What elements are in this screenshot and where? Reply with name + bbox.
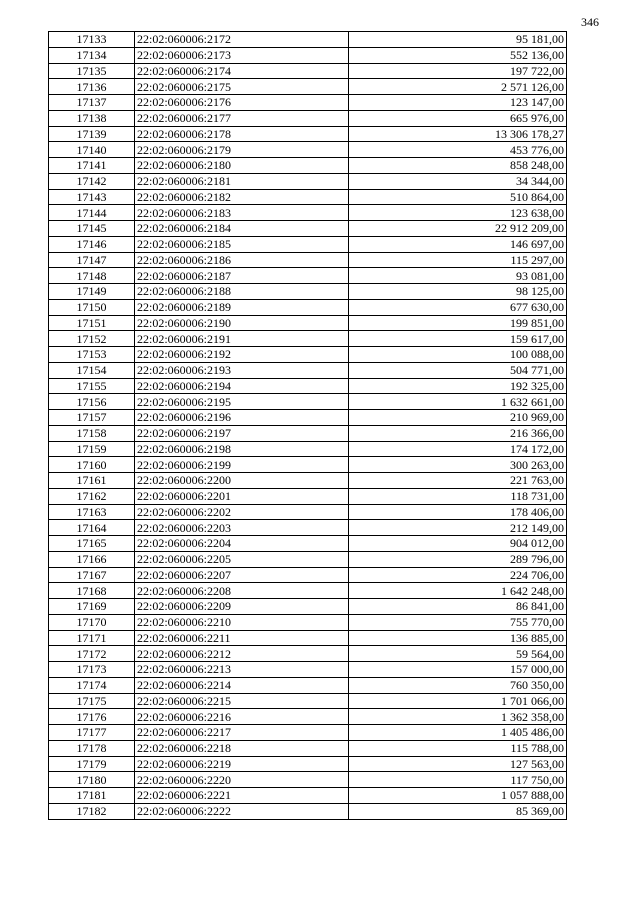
cadastral-value-cell: 1 642 248,00 xyxy=(349,583,567,599)
cadastral-number-cell: 22:02:060006:2216 xyxy=(135,709,349,725)
cadastral-value-cell: 1 405 486,00 xyxy=(349,725,567,741)
cadastral-number-cell: 22:02:060006:2180 xyxy=(135,158,349,174)
cadastral-number-cell: 22:02:060006:2208 xyxy=(135,583,349,599)
table-row xyxy=(49,504,567,520)
cadastral-number-cell: 22:02:060006:2221 xyxy=(135,788,349,804)
table-row xyxy=(49,126,567,142)
cadastral-value-cell: 453 776,00 xyxy=(349,142,567,158)
cadastral-value-cell: 178 406,00 xyxy=(349,504,567,520)
cadastral-value-cell: 59 564,00 xyxy=(349,646,567,662)
cadastral-number-cell: 22:02:060006:2174 xyxy=(135,63,349,79)
table-row xyxy=(49,299,567,315)
cadastral-value-cell: 755 770,00 xyxy=(349,614,567,630)
row-number-cell: 17177 xyxy=(49,725,135,741)
cadastral-number-cell: 22:02:060006:2186 xyxy=(135,252,349,268)
table-row xyxy=(49,252,567,268)
cadastral-number-cell: 22:02:060006:2215 xyxy=(135,693,349,709)
cadastral-number-cell: 22:02:060006:2178 xyxy=(135,126,349,142)
table-row xyxy=(49,473,567,489)
table-row xyxy=(49,567,567,583)
table-row xyxy=(49,488,567,504)
table-row xyxy=(49,63,567,79)
table-row xyxy=(49,772,567,788)
table-row xyxy=(49,599,567,615)
cadastral-number-cell: 22:02:060006:2187 xyxy=(135,268,349,284)
table-row xyxy=(49,268,567,284)
table-row xyxy=(49,551,567,567)
cadastral-value-cell: 1 701 066,00 xyxy=(349,693,567,709)
cadastral-value-cell: 1 057 888,00 xyxy=(349,788,567,804)
table-row xyxy=(49,709,567,725)
cadastral-value-cell: 665 976,00 xyxy=(349,110,567,126)
cadastral-number-cell: 22:02:060006:2210 xyxy=(135,614,349,630)
cadastral-value-cell: 127 563,00 xyxy=(349,756,567,772)
cadastral-number-cell: 22:02:060006:2198 xyxy=(135,441,349,457)
cadastral-value-cell: 1 362 358,00 xyxy=(349,709,567,725)
table-row xyxy=(49,677,567,693)
table-row xyxy=(49,725,567,741)
cadastral-value-cell: 504 771,00 xyxy=(349,362,567,378)
cadastral-number-cell: 22:02:060006:2177 xyxy=(135,110,349,126)
row-number-cell: 17140 xyxy=(49,142,135,158)
table-row xyxy=(49,47,567,63)
row-number-cell: 17175 xyxy=(49,693,135,709)
cadastral-number-cell: 22:02:060006:2212 xyxy=(135,646,349,662)
table-row xyxy=(49,630,567,646)
row-number-cell: 17141 xyxy=(49,158,135,174)
table-row xyxy=(49,803,567,819)
cadastral-value-cell: 210 969,00 xyxy=(349,410,567,426)
table-row xyxy=(49,79,567,95)
cadastral-value-cell: 98 125,00 xyxy=(349,284,567,300)
table-row xyxy=(49,158,567,174)
cadastral-number-cell: 22:02:060006:2214 xyxy=(135,677,349,693)
cadastral-value-cell: 552 136,00 xyxy=(349,47,567,63)
row-number-cell: 17148 xyxy=(49,268,135,284)
cadastral-value-cell: 197 722,00 xyxy=(349,63,567,79)
row-number-cell: 17180 xyxy=(49,772,135,788)
row-number-cell: 17168 xyxy=(49,583,135,599)
row-number-cell: 17172 xyxy=(49,646,135,662)
row-number-cell: 17155 xyxy=(49,378,135,394)
table-row xyxy=(49,583,567,599)
table-row xyxy=(49,142,567,158)
cadastral-value-cell: 115 297,00 xyxy=(349,252,567,268)
cadastral-number-cell: 22:02:060006:2182 xyxy=(135,189,349,205)
row-number-cell: 17133 xyxy=(49,32,135,48)
table-row xyxy=(49,693,567,709)
cadastral-value-cell: 760 350,00 xyxy=(349,677,567,693)
row-number-cell: 17147 xyxy=(49,252,135,268)
cadastral-value-cell: 192 325,00 xyxy=(349,378,567,394)
table-row xyxy=(49,284,567,300)
cadastral-value-cell: 1 632 661,00 xyxy=(349,394,567,410)
cadastral-value-cell: 123 147,00 xyxy=(349,95,567,111)
cadastral-value-cell: 100 088,00 xyxy=(349,347,567,363)
cadastral-number-cell: 22:02:060006:2194 xyxy=(135,378,349,394)
cadastral-value-cell: 123 638,00 xyxy=(349,205,567,221)
cadastral-value-cell: 224 706,00 xyxy=(349,567,567,583)
cadastral-value-cell: 212 149,00 xyxy=(349,520,567,536)
cadastral-value-cell: 677 630,00 xyxy=(349,299,567,315)
cadastral-value-cell: 86 841,00 xyxy=(349,599,567,615)
table-row xyxy=(49,662,567,678)
row-number-cell: 17173 xyxy=(49,662,135,678)
table-row xyxy=(49,331,567,347)
cadastral-number-cell: 22:02:060006:2188 xyxy=(135,284,349,300)
table-row xyxy=(49,520,567,536)
cadastral-value-cell: 216 366,00 xyxy=(349,425,567,441)
table-row xyxy=(49,205,567,221)
cadastral-number-cell: 22:02:060006:2199 xyxy=(135,457,349,473)
table-row xyxy=(49,614,567,630)
row-number-cell: 17179 xyxy=(49,756,135,772)
row-number-cell: 17142 xyxy=(49,173,135,189)
table-row xyxy=(49,740,567,756)
row-number-cell: 17152 xyxy=(49,331,135,347)
table-body xyxy=(49,32,567,820)
row-number-cell: 17178 xyxy=(49,740,135,756)
row-number-cell: 17171 xyxy=(49,630,135,646)
row-number-cell: 17166 xyxy=(49,551,135,567)
table-row xyxy=(49,756,567,772)
cadastral-number-cell: 22:02:060006:2204 xyxy=(135,536,349,552)
cadastral-value-cell: 199 851,00 xyxy=(349,315,567,331)
page-number: 346 xyxy=(581,15,599,29)
row-number-cell: 17137 xyxy=(49,95,135,111)
cadastral-value-cell: 510 864,00 xyxy=(349,189,567,205)
table-row xyxy=(49,788,567,804)
row-number-cell: 17156 xyxy=(49,394,135,410)
row-number-cell: 17144 xyxy=(49,205,135,221)
cadastral-number-cell: 22:02:060006:2200 xyxy=(135,473,349,489)
cadastral-value-cell: 93 081,00 xyxy=(349,268,567,284)
cadastral-number-cell: 22:02:060006:2179 xyxy=(135,142,349,158)
row-number-cell: 17158 xyxy=(49,425,135,441)
row-number-cell: 17149 xyxy=(49,284,135,300)
cadastral-value-cell: 858 248,00 xyxy=(349,158,567,174)
cadastral-number-cell: 22:02:060006:2172 xyxy=(135,32,349,48)
row-number-cell: 17164 xyxy=(49,520,135,536)
cadastral-value-cell: 300 263,00 xyxy=(349,457,567,473)
cadastral-number-cell: 22:02:060006:2202 xyxy=(135,504,349,520)
cadastral-number-cell: 22:02:060006:2201 xyxy=(135,488,349,504)
cadastral-value-cell: 904 012,00 xyxy=(349,536,567,552)
row-number-cell: 17157 xyxy=(49,410,135,426)
cadastral-number-cell: 22:02:060006:2183 xyxy=(135,205,349,221)
cadastral-number-cell: 22:02:060006:2207 xyxy=(135,567,349,583)
row-number-cell: 17153 xyxy=(49,347,135,363)
cadastral-number-cell: 22:02:060006:2193 xyxy=(135,362,349,378)
cadastral-value-cell: 146 697,00 xyxy=(349,236,567,252)
row-number-cell: 17135 xyxy=(49,63,135,79)
cadastral-number-cell: 22:02:060006:2189 xyxy=(135,299,349,315)
cadastral-value-cell: 159 617,00 xyxy=(349,331,567,347)
cadastral-value-cell: 115 788,00 xyxy=(349,740,567,756)
cadastral-number-cell: 22:02:060006:2222 xyxy=(135,803,349,819)
cadastral-number-cell: 22:02:060006:2219 xyxy=(135,756,349,772)
row-number-cell: 17174 xyxy=(49,677,135,693)
cadastral-number-cell: 22:02:060006:2176 xyxy=(135,95,349,111)
row-number-cell: 17154 xyxy=(49,362,135,378)
row-number-cell: 17150 xyxy=(49,299,135,315)
cadastral-number-cell: 22:02:060006:2190 xyxy=(135,315,349,331)
table-row xyxy=(49,95,567,111)
row-number-cell: 17169 xyxy=(49,599,135,615)
table-row xyxy=(49,457,567,473)
cadastral-number-cell: 22:02:060006:2203 xyxy=(135,520,349,536)
cadastral-value-cell: 174 172,00 xyxy=(349,441,567,457)
cadastral-number-cell: 22:02:060006:2185 xyxy=(135,236,349,252)
cadastral-value-cell: 289 796,00 xyxy=(349,551,567,567)
cadastral-number-cell: 22:02:060006:2184 xyxy=(135,221,349,237)
cadastral-value-cell: 118 731,00 xyxy=(349,488,567,504)
cadastral-number-cell: 22:02:060006:2205 xyxy=(135,551,349,567)
cadastral-value-cell: 157 000,00 xyxy=(349,662,567,678)
row-number-cell: 17161 xyxy=(49,473,135,489)
table-row xyxy=(49,236,567,252)
cadastral-number-cell: 22:02:060006:2213 xyxy=(135,662,349,678)
row-number-cell: 17170 xyxy=(49,614,135,630)
row-number-cell: 17182 xyxy=(49,803,135,819)
cadastral-number-cell: 22:02:060006:2195 xyxy=(135,394,349,410)
row-number-cell: 17162 xyxy=(49,488,135,504)
table-row xyxy=(49,394,567,410)
table-row xyxy=(49,425,567,441)
cadastral-value-table xyxy=(48,31,567,820)
row-number-cell: 17136 xyxy=(49,79,135,95)
table-row xyxy=(49,441,567,457)
cadastral-value-cell: 95 181,00 xyxy=(349,32,567,48)
cadastral-number-cell: 22:02:060006:2175 xyxy=(135,79,349,95)
cadastral-value-cell: 2 571 126,00 xyxy=(349,79,567,95)
table-row xyxy=(49,362,567,378)
row-number-cell: 17145 xyxy=(49,221,135,237)
table-row xyxy=(49,32,567,48)
cadastral-number-cell: 22:02:060006:2217 xyxy=(135,725,349,741)
cadastral-number-cell: 22:02:060006:2181 xyxy=(135,173,349,189)
cadastral-number-cell: 22:02:060006:2220 xyxy=(135,772,349,788)
cadastral-value-cell: 34 344,00 xyxy=(349,173,567,189)
row-number-cell: 17146 xyxy=(49,236,135,252)
cadastral-number-cell: 22:02:060006:2173 xyxy=(135,47,349,63)
row-number-cell: 17160 xyxy=(49,457,135,473)
cadastral-value-cell: 117 750,00 xyxy=(349,772,567,788)
cadastral-number-cell: 22:02:060006:2209 xyxy=(135,599,349,615)
cadastral-value-cell: 221 763,00 xyxy=(349,473,567,489)
table-row xyxy=(49,173,567,189)
cadastral-number-cell: 22:02:060006:2197 xyxy=(135,425,349,441)
row-number-cell: 17151 xyxy=(49,315,135,331)
cadastral-value-cell: 136 885,00 xyxy=(349,630,567,646)
table-row xyxy=(49,646,567,662)
row-number-cell: 17181 xyxy=(49,788,135,804)
row-number-cell: 17159 xyxy=(49,441,135,457)
table-row xyxy=(49,221,567,237)
row-number-cell: 17165 xyxy=(49,536,135,552)
cadastral-value-cell: 22 912 209,00 xyxy=(349,221,567,237)
row-number-cell: 17139 xyxy=(49,126,135,142)
row-number-cell: 17167 xyxy=(49,567,135,583)
cadastral-value-cell: 85 369,00 xyxy=(349,803,567,819)
table-row xyxy=(49,189,567,205)
table-row xyxy=(49,536,567,552)
cadastral-number-cell: 22:02:060006:2196 xyxy=(135,410,349,426)
table-row xyxy=(49,410,567,426)
cadastral-number-cell: 22:02:060006:2211 xyxy=(135,630,349,646)
table-row xyxy=(49,378,567,394)
row-number-cell: 17163 xyxy=(49,504,135,520)
table-row xyxy=(49,110,567,126)
cadastral-number-cell: 22:02:060006:2191 xyxy=(135,331,349,347)
row-number-cell: 17134 xyxy=(49,47,135,63)
table-row xyxy=(49,347,567,363)
cadastral-number-cell: 22:02:060006:2218 xyxy=(135,740,349,756)
cadastral-value-cell: 13 306 178,27 xyxy=(349,126,567,142)
table-row xyxy=(49,315,567,331)
row-number-cell: 17138 xyxy=(49,110,135,126)
row-number-cell: 17143 xyxy=(49,189,135,205)
row-number-cell: 17176 xyxy=(49,709,135,725)
cadastral-number-cell: 22:02:060006:2192 xyxy=(135,347,349,363)
